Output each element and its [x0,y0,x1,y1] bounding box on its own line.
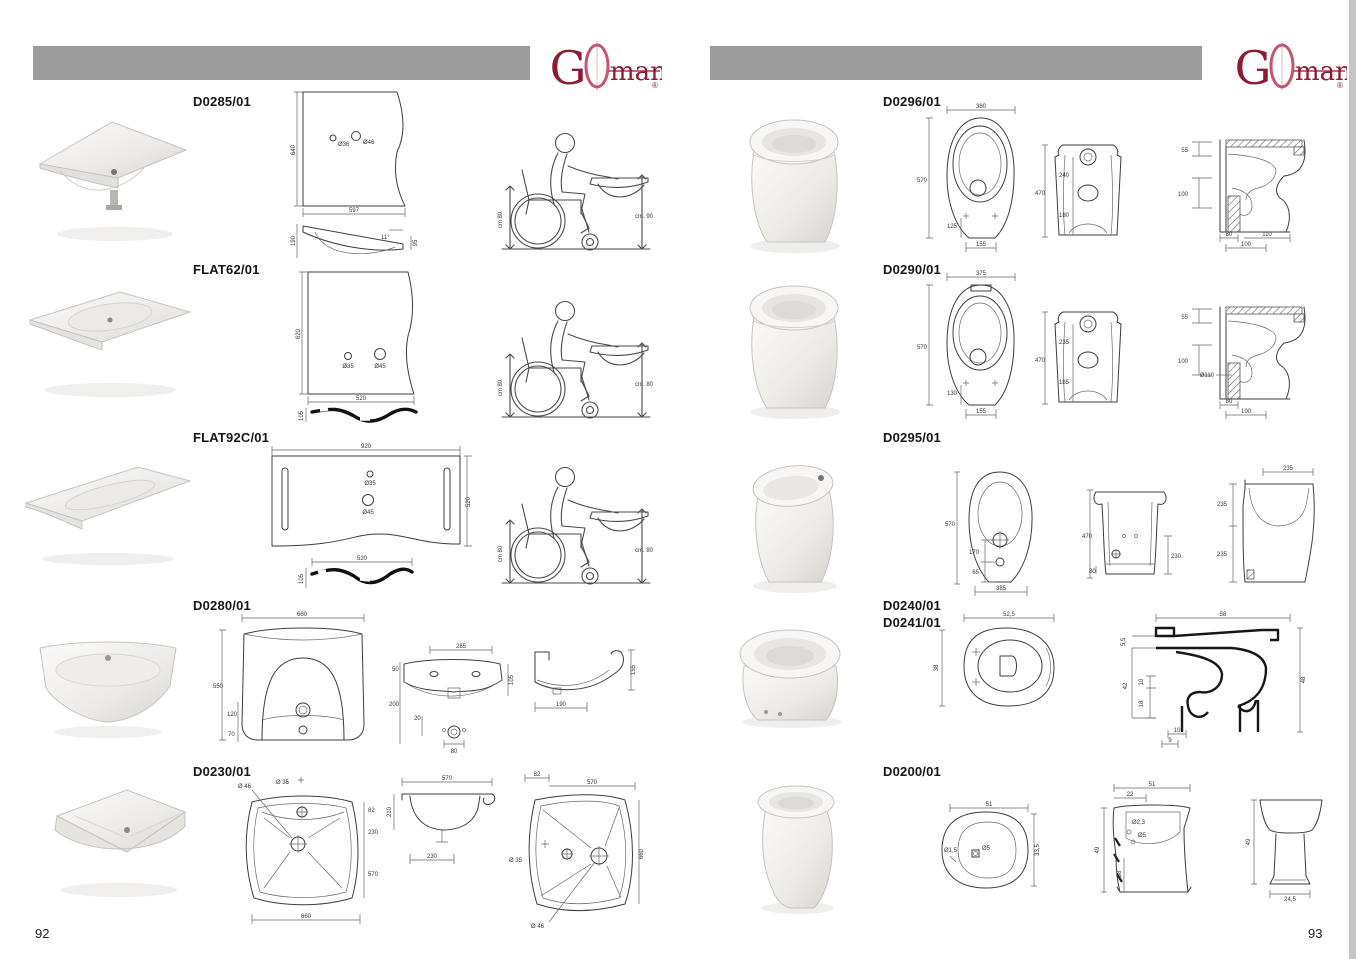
dim-label: 49 [1095,846,1101,854]
product-photo [742,776,857,916]
dim-label: 235 [1058,340,1069,346]
dim-label: Ø110 [1199,373,1214,379]
dim-label: 80 [1225,232,1233,238]
dim-label: 5,5 [1121,637,1127,647]
dim-label: 520 [355,396,367,402]
side-view-drawing [386,772,506,877]
dim-label: 380 [975,104,987,110]
dim-label: 55 [1181,315,1188,321]
dim-label: 38 [934,664,940,672]
dim-label: 235 [1282,466,1294,472]
dim-label: 640 [291,144,297,156]
dim-label: 570 [945,522,956,528]
dim-label: 24,5 [1284,897,1296,903]
dim-label: 105 [299,573,305,585]
side-view-drawing [1246,790,1336,902]
dim-label: Ø46 [363,140,375,146]
front-view-drawing [1035,302,1140,414]
dim-label: 570 [368,872,379,878]
product-code: FLAT62/01 [193,262,260,277]
dim-label: 235 [1216,502,1227,508]
dim-label: 10 [1173,728,1181,734]
dim-label: 105 [299,410,305,422]
dim-label: 18 [1139,700,1145,708]
dim-label: 155 [631,664,637,676]
front-view-drawing [1088,780,1203,902]
dim-label: 470 [1035,191,1046,197]
dim-label: 49 [1246,838,1252,846]
dim-label: 230 [368,830,379,836]
section-drawing [1162,297,1317,419]
dim-label: 22 [1126,792,1134,798]
dim-label: 110 [1262,232,1272,238]
dim-label: 95 [413,239,419,247]
dim-label: 570 [586,780,598,786]
product-code: D0230/01 [193,764,251,779]
dim-label: 470 [1082,534,1093,540]
top-view-drawing [505,766,645,936]
dim-label: Ø45 [374,364,386,370]
dim-label: Ø1,5 [944,848,958,854]
dim-label: 230 [426,854,438,860]
dim-label: Ø5 [1138,833,1147,839]
brand-logo-right [1235,40,1347,92]
product-code: D0285/01 [193,94,251,109]
dim-label: cm 80 [498,545,504,563]
dim-label: Ø35 [342,364,354,370]
dim-label: Ø45 [362,510,374,516]
dim-label: 185 [1058,380,1069,386]
dim-label: 597 [348,208,360,214]
front-view-drawing [1035,135,1140,247]
dim-label: 20 [414,716,421,722]
product-photo [733,446,858,596]
dim-label: 42 [1123,682,1129,690]
dim-label: 51 [1148,782,1156,788]
dim-label: 82 [533,772,541,778]
dim-label: 520 [356,556,368,562]
dim-label: 100 [1177,359,1188,365]
dim-label: Ø2,3 [1132,820,1146,826]
dim-label: 550 [213,684,224,690]
top-view-drawing [945,462,1055,597]
dim-label: 100 [1240,242,1252,248]
product-code: D0295/01 [883,430,941,445]
dim-label: 155 [975,409,987,415]
product-photo [733,272,858,422]
page-edge [1349,0,1356,959]
top-view-drawing [915,100,1035,255]
dim-label: 375 [975,271,987,277]
dim-label: 200 [389,702,400,708]
dim-label: 55 [1181,148,1188,154]
dim-label: 520 [466,496,472,508]
dim-label: Ø 46 [238,784,252,790]
dim-label: Ø 46 [531,924,545,930]
dim-label: 58 [1219,612,1227,618]
section-drawing [1162,130,1317,252]
product-photo [22,278,197,413]
dim-label: 230 [1171,554,1182,560]
dim-label: 210 [387,806,393,818]
top-view-drawing [293,86,463,258]
dim-label: 570 [917,178,928,184]
ergonomic-diagram [486,296,654,423]
dim-label: 235 [1216,552,1227,558]
product-code: FLAT92C/01 [193,430,270,445]
dim-label: 100 [1240,409,1252,415]
dim-label: cm. 80 [634,382,653,388]
dim-label: cm 80 [498,379,504,397]
dim-label: 660 [639,848,645,860]
dim-label: 660 [296,612,308,618]
front-view-drawing [212,606,377,754]
section-drawing [1112,606,1312,751]
dim-label: 11° [381,235,390,241]
dim-label: 620 [296,328,302,340]
dim-label: cm. 90 [634,214,653,220]
dim-label: 82 [368,808,375,814]
dim-label: 470 [1035,358,1046,364]
dim-label: 52,5 [1003,612,1015,618]
top-view-drawing [928,608,1073,720]
top-view-drawing [928,800,1043,898]
dim-label: 240 [1058,173,1069,179]
front-view-drawing [1082,478,1182,590]
product-photo [30,112,195,252]
dim-label: 180 [1058,213,1069,219]
dim-label: 170 [968,550,979,556]
top-view-drawing [248,442,473,594]
dim-label: 38 [1117,870,1123,878]
dim-label: 125 [946,224,957,230]
brand-logo-left [550,40,662,92]
dim-label: 570 [441,776,453,782]
dim-label: 130 [946,391,957,397]
header-bar-right [710,46,1202,80]
dim-label: 51 [985,802,993,808]
product-code: D0280/01 [193,598,251,613]
dim-label: 660 [300,914,312,920]
page-number: 92 [35,926,50,941]
dim-label: 190 [291,235,297,247]
dim-label: 80 [1089,569,1096,575]
ergonomic-diagram [486,462,654,589]
dim-label: 385 [995,586,1007,592]
dim-label: 9 [1168,738,1172,744]
dim-label: 120 [227,712,238,718]
section-drawing [1215,462,1330,592]
side-view-drawing [388,640,518,755]
dim-label: Ø5 [982,846,991,852]
dim-label: Ø 35 [509,858,523,864]
page-number: 93 [1308,926,1323,941]
dim-label: 10 [1139,678,1145,686]
product-photo [733,106,858,256]
dim-label: Ø35 [364,481,376,487]
dim-label: 33,5 [1035,844,1041,856]
dim-label: 190 [555,702,567,708]
product-code: D0200/01 [883,764,941,779]
profile-view-drawing [523,640,638,720]
dim-label: 65 [972,570,979,576]
dim-label: 570 [917,345,928,351]
product-code: D0240/01 [883,598,941,613]
dim-label: 285 [455,644,467,650]
dim-label: 80 [450,749,458,755]
dim-label: 50 [392,667,399,673]
ergonomic-diagram [486,128,654,255]
product-code: D0290/01 [883,262,941,277]
dim-label: 80 [1225,399,1233,405]
product-photo [35,782,195,907]
dim-label: 155 [975,242,987,248]
dim-label: Ø36 [338,142,350,148]
dim-label: 70 [228,732,235,738]
product-photo [28,636,188,741]
product-code: D0241/01 [883,615,941,630]
front-view-drawing [218,772,383,932]
dim-label: 105 [509,674,515,686]
product-photo [726,620,861,730]
dim-label: 48 [1301,676,1307,684]
dim-label: 920 [360,444,372,450]
top-view-drawing [915,267,1035,422]
dim-label: cm. 80 [634,548,653,554]
product-code: D0296/01 [883,94,941,109]
dim-label: 100 [1177,192,1188,198]
header-bar-left [33,46,530,80]
product-photo [20,455,195,580]
top-view-drawing [296,268,466,424]
dim-label: cm 80 [498,211,504,229]
dim-label: Ø 35 [276,780,290,786]
